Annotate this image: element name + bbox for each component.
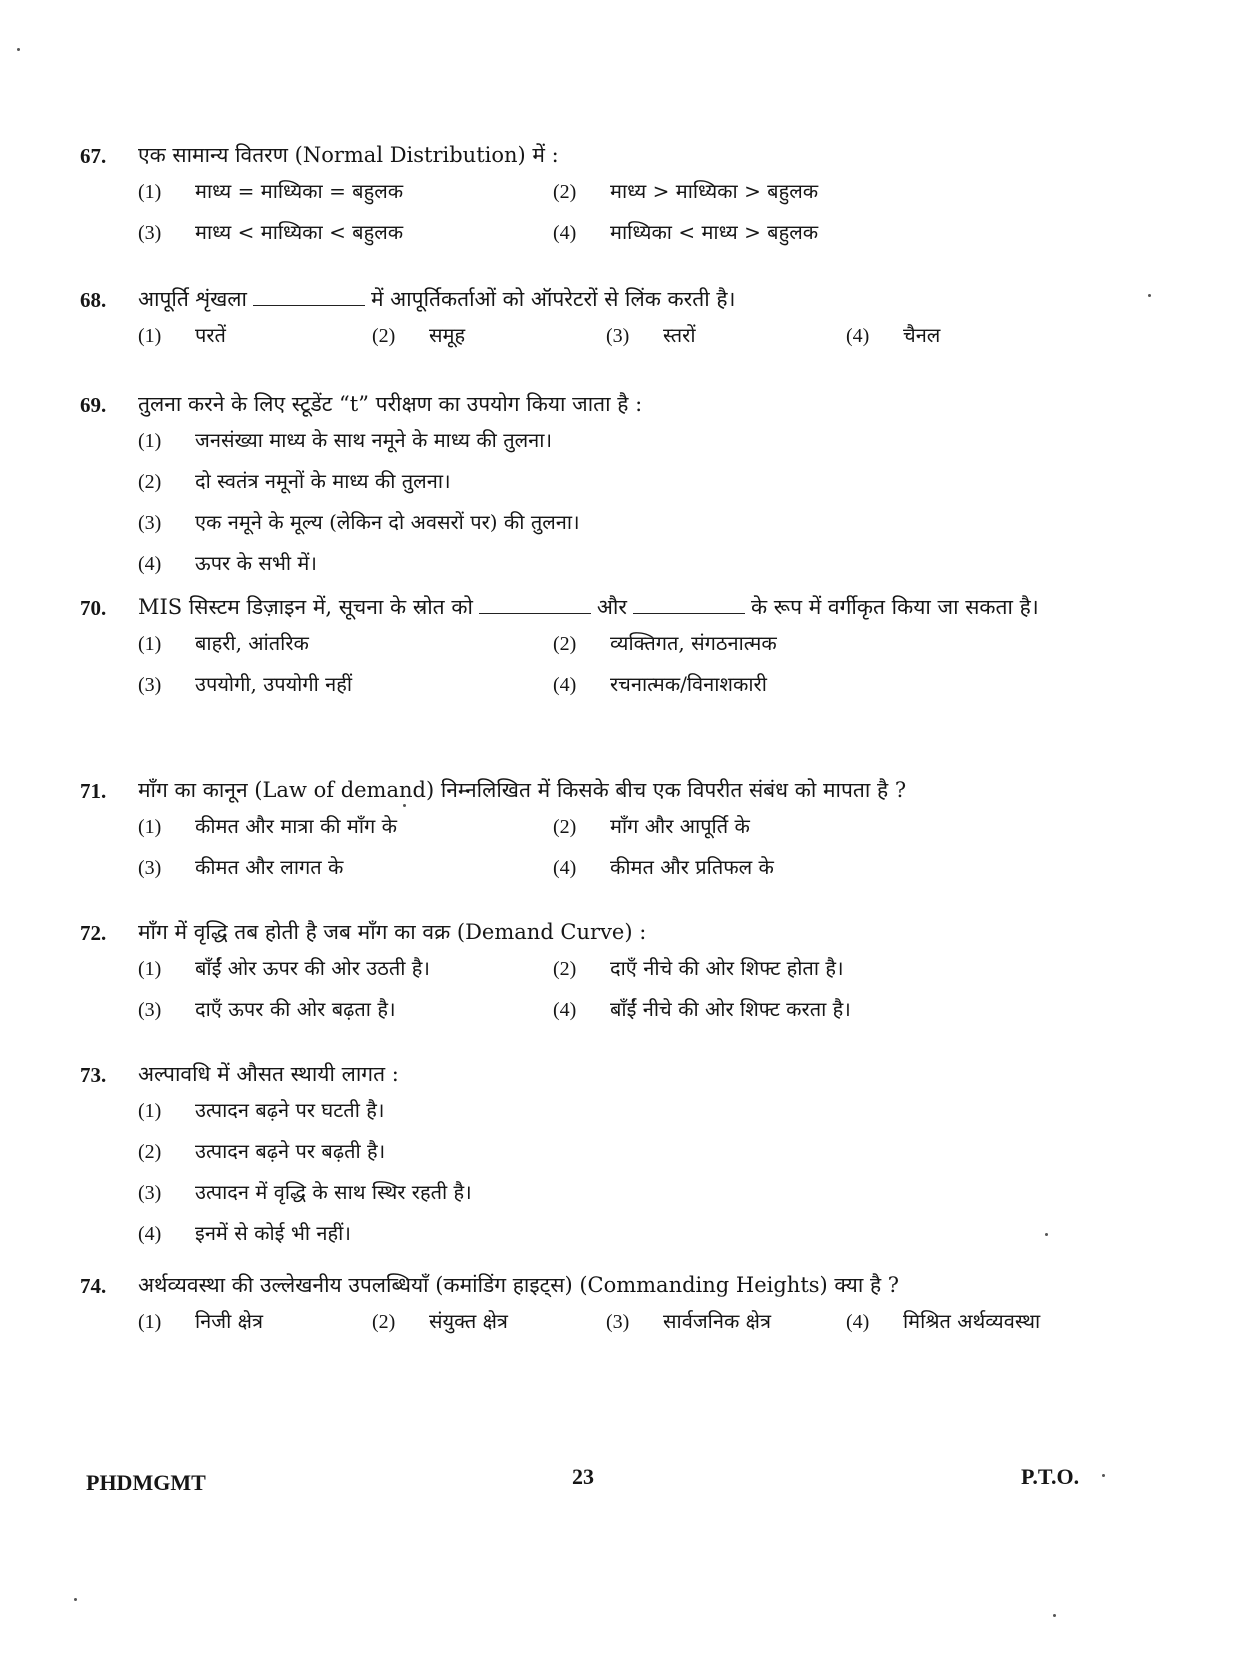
option-1: (1) परतें — [138, 323, 226, 347]
question-text: माँग में वृद्धि तब होती है जब माँग का वक्र (Demand Curve) : — [138, 920, 647, 944]
fill-in-blank-2 — [633, 593, 745, 614]
option-4: (4) चैनल — [846, 323, 941, 347]
option-4: (4) इनमें से कोई भी नहीं। — [138, 1221, 351, 1245]
option-3: (3) उत्पादन में वृद्धि के साथ स्थिर रहती है। — [138, 1180, 472, 1204]
question-stem — [80, 1057, 1130, 1091]
options — [138, 172, 1130, 252]
option-2: (2) माँग और आपूर्ति के — [553, 814, 750, 838]
options — [138, 807, 1130, 887]
question-number: 69. — [80, 393, 107, 417]
question-number: 68. — [80, 288, 107, 312]
options — [138, 1302, 1130, 1341]
option-3: (3) माध्य < माध्यिका < बहुलक — [138, 220, 404, 244]
option-2: (2) माध्य > माध्यिका > बहुलक — [553, 179, 819, 203]
options — [138, 421, 1130, 583]
option-1: (1) बाहरी, आंतरिक — [138, 631, 309, 655]
option-4: (4) बाँईं नीचे की ओर शिफ्ट करता है। — [553, 997, 851, 1021]
question-71 — [80, 773, 1130, 887]
option-4: (4) कीमत और प्रतिफल के — [553, 855, 774, 879]
scan-speck — [1148, 294, 1151, 297]
option-3: (3) उपयोगी, उपयोगी नहीं — [138, 672, 353, 696]
question-text: अल्पावधि में औसत स्थायी लागत : — [138, 1062, 399, 1086]
option-2: (2) दो स्वतंत्र नमूनों के माध्य की तुलना। — [138, 469, 451, 493]
scan-speck — [17, 48, 20, 51]
question-69 — [80, 387, 1130, 583]
option-2: (2) समूह — [372, 323, 466, 347]
question-stem — [80, 1268, 1130, 1302]
question-text-after-blank: में आपूर्तिकर्ताओं को ऑपरेटरों से लिंक करती है। — [370, 287, 736, 311]
option-4: (4) मिश्रित अर्थव्यवस्था — [846, 1309, 1041, 1333]
question-72 — [80, 915, 1130, 1029]
options — [138, 316, 1130, 355]
question-70 — [80, 590, 1130, 704]
scan-speck — [1053, 1614, 1056, 1617]
option-1: (1) जनसंख्या माध्य के साथ नमूने के माध्य की तुलना। — [138, 428, 553, 452]
paper-code: PHDMGMT — [86, 1470, 206, 1495]
question-stem — [80, 138, 1130, 172]
option-4: (4) माध्यिका < माध्य > बहुलक — [553, 220, 819, 244]
option-2: (2) व्यक्तिगत, संगठनात्मक — [553, 631, 777, 655]
question-text: माँग का कानून (Law of demand) निम्नलिखित में किसके बीच एक विपरीत संबंध को मापता है ? — [138, 778, 907, 802]
option-4: (4) रचनात्मक/विनाशकारी — [553, 672, 767, 696]
option-3: (3) सार्वजनिक क्षेत्र — [606, 1309, 772, 1333]
question-stem — [80, 773, 1130, 807]
question-stem — [80, 915, 1130, 949]
option-2: (2) उत्पादन बढ़ने पर बढ़ती है। — [138, 1139, 386, 1163]
scan-speck — [403, 804, 406, 807]
option-1: (1) उत्पादन बढ़ने पर घटती है। — [138, 1098, 385, 1122]
question-text-before-blank: आपूर्ति शृंखला — [138, 287, 247, 311]
question-73 — [80, 1057, 1130, 1253]
fill-in-blank-1 — [479, 593, 591, 614]
options — [138, 624, 1130, 704]
question-stem — [80, 590, 1130, 624]
option-1: (1) निजी क्षेत्र — [138, 1309, 264, 1333]
option-2: (2) संयुक्त क्षेत्र — [372, 1309, 508, 1333]
fill-in-blank — [253, 285, 365, 306]
please-turn-over: P.T.O. — [1021, 1464, 1080, 1489]
option-4: (4) ऊपर के सभी में। — [138, 551, 317, 575]
question-number: 67. — [80, 144, 107, 168]
question-stem — [80, 387, 1130, 421]
option-3: (3) कीमत और लागत के — [138, 855, 344, 879]
option-2: (2) दाएँ नीचे की ओर शिफ्ट होता है। — [553, 956, 844, 980]
question-text: अर्थव्यवस्था की उल्लेखनीय उपलब्धियाँ (कमांडिंग हाइट्स) (Commanding Heights) क्या है ? — [138, 1273, 900, 1297]
option-3: (3) दाएँ ऊपर की ओर बढ़ता है। — [138, 997, 396, 1021]
question-text: तुलना करने के लिए स्टूडेंट “t” परीक्षण का उपयोग किया जाता है : — [138, 392, 643, 416]
options — [138, 1091, 1130, 1253]
option-1: (1) कीमत और मात्रा की माँग के — [138, 814, 397, 838]
question-text: एक सामान्य वितरण (Normal Distribution) में : — [138, 143, 559, 167]
option-1: (1) माध्य = माध्यिका = बहुलक — [138, 179, 404, 203]
question-text-part1: MIS सिस्टम डिज़ाइन में, सूचना के स्रोत को — [138, 595, 473, 619]
scan-speck — [1102, 1474, 1105, 1477]
question-67 — [80, 138, 1130, 252]
option-1: (1) बाँईं ओर ऊपर की ओर उठती है। — [138, 956, 430, 980]
options — [138, 949, 1130, 1029]
question-number: 71. — [80, 779, 107, 803]
question-68 — [80, 282, 1130, 355]
question-number: 70. — [80, 596, 107, 620]
question-text-part2: और — [596, 595, 627, 619]
scan-speck — [1045, 1233, 1048, 1236]
page-number: 23 — [572, 1464, 594, 1489]
question-number: 72. — [80, 921, 107, 945]
option-3: (3) एक नमूने के मूल्य (लेकिन दो अवसरों पर) की तुलना। — [138, 510, 580, 534]
question-number: 74. — [80, 1274, 107, 1298]
question-number: 73. — [80, 1063, 107, 1087]
scan-speck — [74, 1598, 77, 1601]
question-stem — [80, 282, 1130, 316]
question-text-part3: के रूप में वर्गीकृत किया जा सकता है। — [750, 595, 1039, 619]
option-3: (3) स्तरों — [606, 323, 696, 347]
question-74 — [80, 1268, 1130, 1341]
